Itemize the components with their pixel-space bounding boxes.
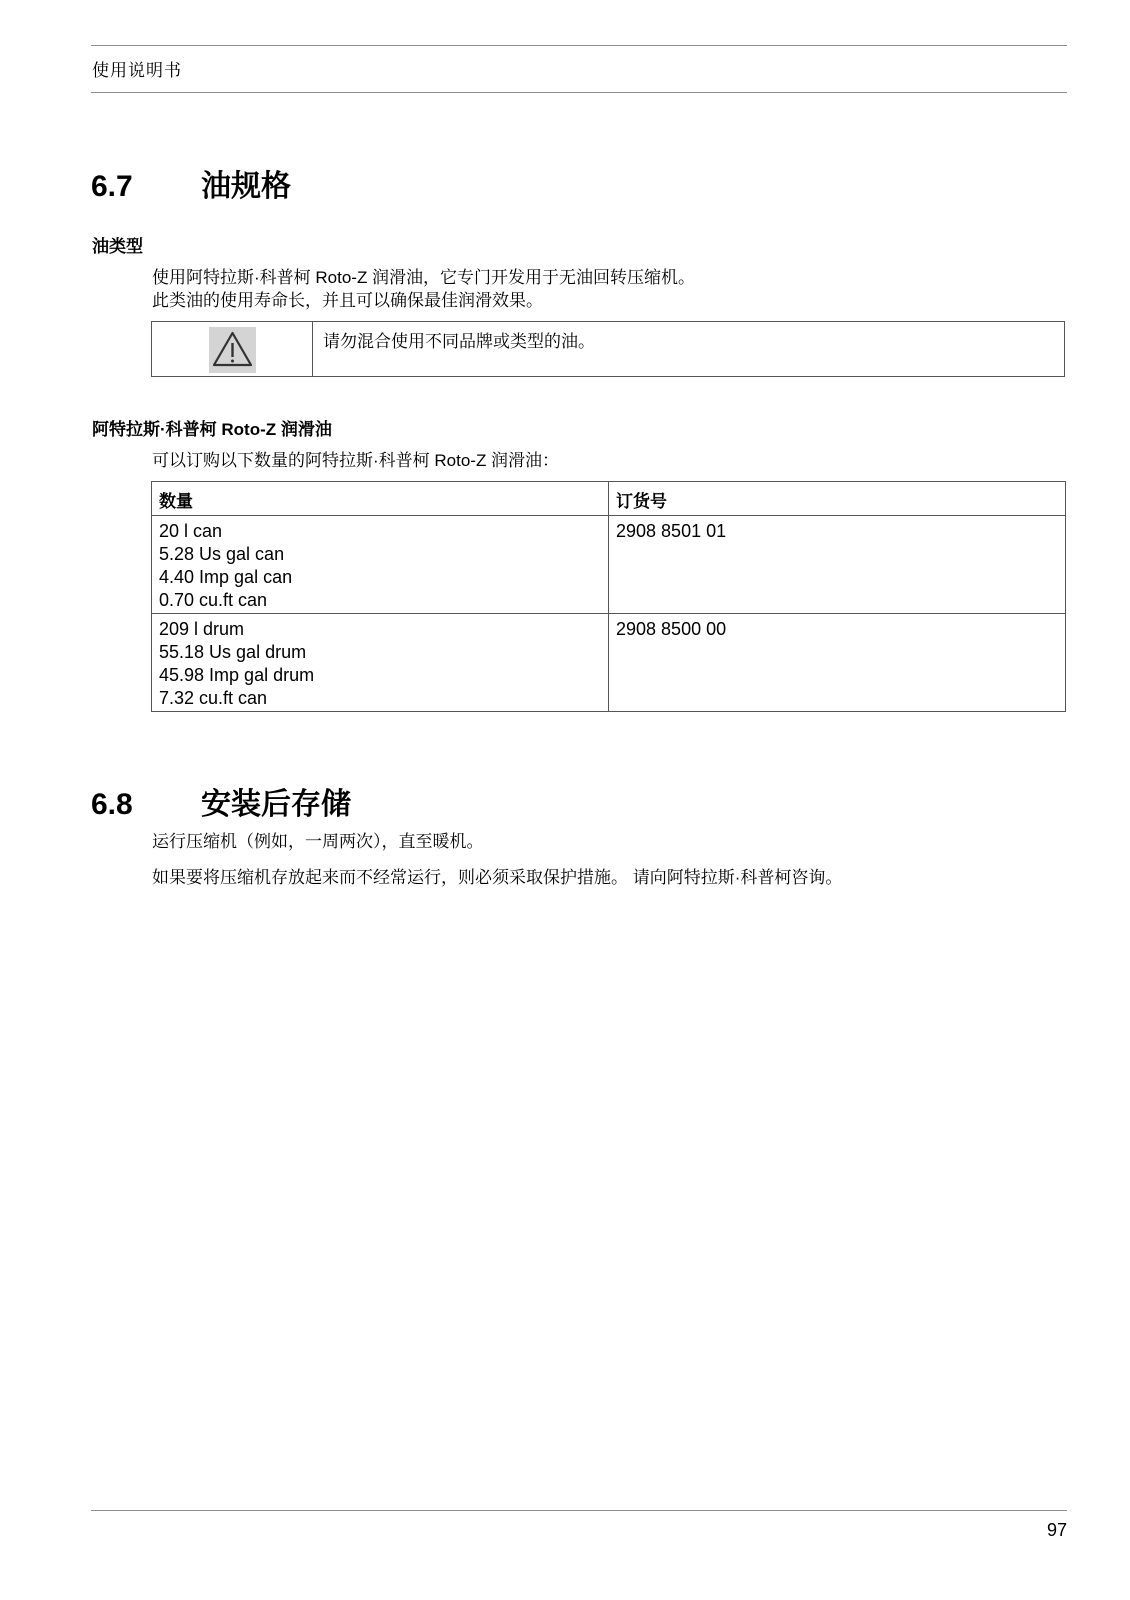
footer-rule [91, 1510, 1067, 1511]
roto-z-intro: 可以订购以下数量的阿特拉斯·科普柯 Roto-Z 润滑油： [152, 451, 560, 470]
roto-z-heading: 阿特拉斯·科普柯 Roto-Z 润滑油 [92, 420, 332, 439]
order-number-cell: 2908 8500 00 [609, 614, 1066, 712]
page-number: 97 [1046, 1520, 1067, 1540]
storage-paragraph: 运行压缩机（例如，一周两次），直至暖机。 [152, 832, 484, 851]
storage-paragraph: 如果要将压缩机存放起来而不经常运行，则必须采取保护措施。 请向阿特拉斯·科普柯咨询。 [152, 868, 843, 887]
manual-title: 使用说明书 [92, 61, 182, 80]
section-heading-6-8 [91, 779, 351, 823]
warning-box [151, 321, 1065, 377]
header-top-rule [91, 45, 1067, 46]
table-row [152, 614, 1066, 712]
quantity-line: 4.40 Imp gal can [159, 567, 293, 587]
column-header-quantity: 数量 [152, 482, 609, 516]
warning-icon-cell [152, 322, 313, 376]
quantity-line: 0.70 cu.ft can [159, 590, 268, 610]
quantity-line: 7.32 cu.ft can [159, 688, 268, 708]
quantity-line: 209 l drum [159, 619, 245, 639]
section-heading-6-7 [91, 161, 291, 205]
order-number-cell: 2908 8501 01 [609, 516, 1066, 614]
quantity-line: 5.28 Us gal can [159, 544, 285, 564]
quantity-line: 55.18 Us gal drum [159, 642, 307, 662]
table-row [152, 516, 1066, 614]
quantity-line: 20 l can [159, 521, 223, 541]
quantity-line: 45.98 Imp gal drum [159, 665, 315, 685]
oil-type-heading: 油类型 [92, 237, 143, 256]
oil-type-description [152, 266, 695, 312]
warning-triangle-icon [209, 327, 256, 373]
section-number: 6.8 [91, 788, 133, 821]
order-table [151, 481, 1066, 712]
warning-text: 请勿混合使用不同品牌或类型的油。 [323, 332, 595, 351]
column-header-order-number: 订货号 [609, 482, 1066, 516]
header-bottom-rule [91, 92, 1067, 93]
oil-type-line: 此类油的使用寿命长，并且可以确保最佳润滑效果。 [152, 291, 543, 310]
quantity-cell [152, 516, 609, 614]
quantity-cell [152, 614, 609, 712]
section-number: 6.7 [91, 170, 133, 203]
oil-type-line: 使用阿特拉斯·科普柯 Roto-Z 润滑油，它专门开发用于无油回转压缩机。 [152, 268, 696, 287]
table-header-row [152, 482, 1066, 516]
section-title: 油规格 [201, 170, 291, 203]
section-title: 安装后存储 [201, 788, 351, 821]
